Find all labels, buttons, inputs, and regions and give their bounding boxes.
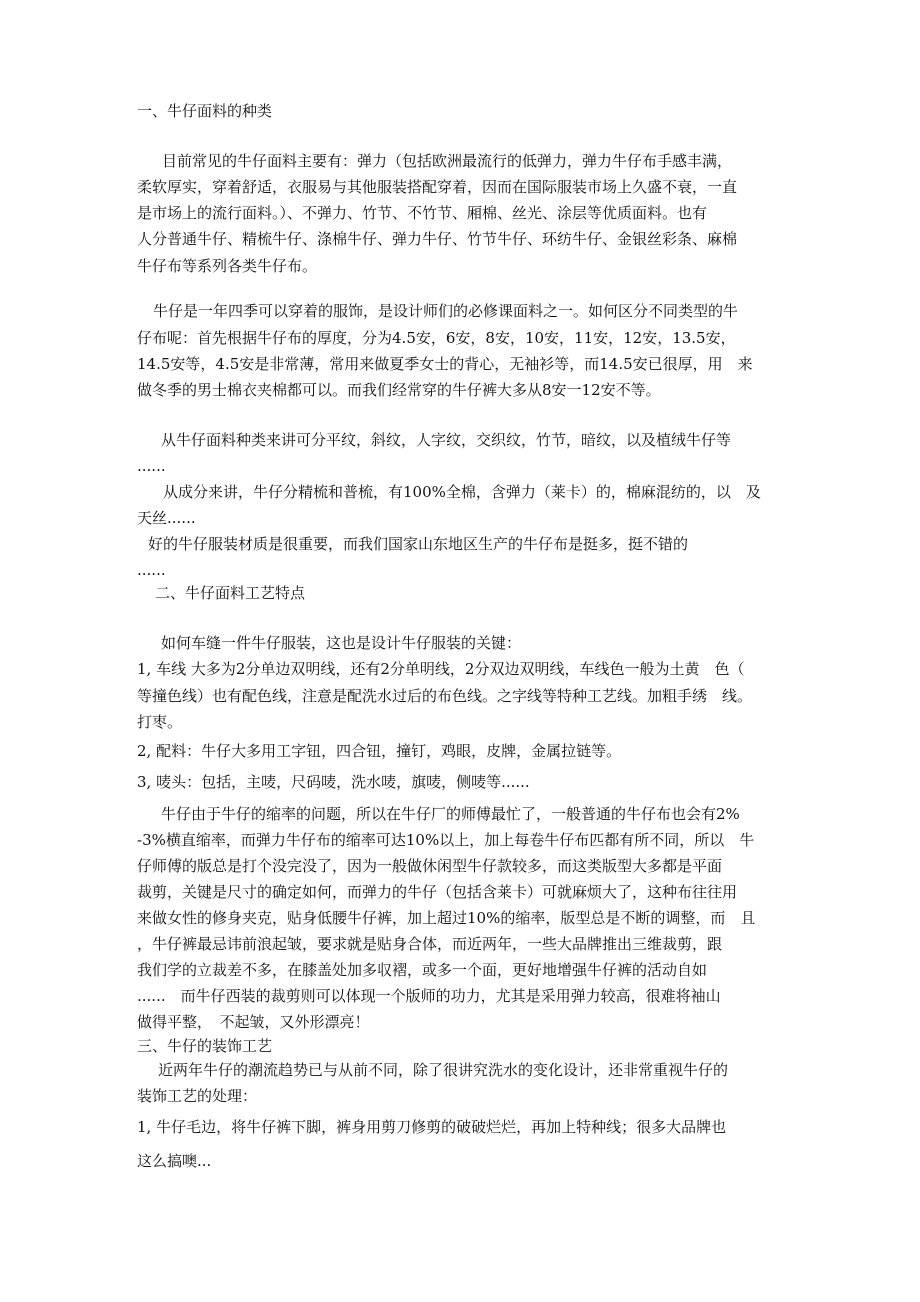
section-1-paragraph-3-line-1: 从牛仔面料种类来讲可分平纹，斜纹，人字纹，交织纹，竹节，暗纹，以及植绒牛仔等 xyxy=(161,431,732,449)
section-2-item-1-line-2: 等撞色线）也有配色线，注意是配洗水过后的布色线。之字线等特种工艺线。加粗手绣 线。 xyxy=(137,687,753,705)
section-2-paragraph-line-3: 仔师傅的版总是打个没完没了，因为一般做休闲型牛仔款较多，而这类版型大多都是平面 xyxy=(137,857,723,875)
section-1-paragraph-2-line-2: 仔布呢：首先根据牛仔布的厚度，分为4.5安，6安，8安，10安，11安，12安，13.5安， xyxy=(137,329,736,347)
section-2-paragraph-line-2: -3%横直缩率，而弹力牛仔布的缩率可达10%以上，加上每卷牛仔布匹都有所不同，所以 牛 xyxy=(137,831,755,849)
section-3-item-1-line-2: 这么搞噢... xyxy=(137,1152,212,1170)
section-2-item-1-line-3: 打枣。 xyxy=(137,713,183,731)
section-2-paragraph-line-7: 我们学的立裁差不多，在膝盖处加多収褶，或多一个面，更好地增强牛仔裤的活动自如 xyxy=(137,961,708,979)
section-3-paragraph-line-2: 装饰工艺的处理： xyxy=(137,1087,258,1105)
section-1-paragraph-1-line-2: 柔软厚实，穿着舒适，衣服易与其他服装搭配穿着，因而在国际服装市场上久盛不衰，一直 xyxy=(137,178,738,196)
section-1-paragraph-1-line-3: 是市场上的流行面料。）、不弹力、竹节、不竹节、厢棉、丝光、涂层等优质面料。也有 xyxy=(137,204,708,222)
section-1-paragraph-2-line-1: 牛仔是一年四季可以穿着的服饰，是设计师们的必修课面料之一。如何区分不同类型的牛 xyxy=(153,302,739,320)
section-2-paragraph-line-5: 来做女性的修身夹克，贴身低腰牛仔裤，加上超过10%的缩率，版型总是不断的调整，而 且 xyxy=(137,909,756,927)
section-1-heading: 一、牛仔面料的种类 xyxy=(137,102,273,120)
section-2-heading: 二、牛仔面料工艺特点 xyxy=(155,584,306,602)
section-2-item-1-line-1: 1, 车线 大多为2分单边双明线，还有2分单明线，2分双边双明线，车线色一般为土黄 色（ xyxy=(137,660,745,678)
section-1-paragraph-1-line-5: 牛仔布等系列各类牛仔布。 xyxy=(137,257,318,275)
section-2-intro: 如何车缝一件牛仔服装，这也是设计牛仔服装的关键： xyxy=(161,634,522,652)
section-1-paragraph-4-line-2: 天丝...... xyxy=(137,509,196,527)
section-1-paragraph-3-line-2: ...... xyxy=(137,457,166,475)
section-1-paragraph-4-line-1: 从成分来讲，牛仔分精梳和普梳，有100%全棉，含弹力（莱卡）的，棉麻混纺的，以 及 xyxy=(163,483,761,501)
section-1-paragraph-5-line-2: ...... xyxy=(137,561,166,579)
section-2-item-2: 2, 配料：牛仔大多用工字钮，四合钮，撞钉，鸡眼，皮牌，金属拉链等。 xyxy=(137,742,622,760)
section-3-paragraph-line-1: 近两年牛仔的潮流趋势已与从前不同，除了很讲究洗水的变化设计，还非常重视牛仔的 xyxy=(158,1061,729,1079)
section-1-paragraph-1-line-4: 人分普通牛仔、精梳牛仔、涤棉牛仔、弹力牛仔、竹节牛仔、环纺牛仔、金银丝彩条、麻棉 xyxy=(137,230,738,248)
section-2-item-3: 3, 唛头：包括，主唛，尺码唛，洗水唛，旗唛，侧唛等...... xyxy=(137,773,530,791)
section-2-paragraph-line-6: ，牛仔裤最忌讳前浪起皱，要求就是贴身合体，而近两年，一些大品牌推出三维裁剪，跟 xyxy=(137,935,723,953)
section-2-paragraph-line-4: 裁剪，关键是尺寸的确定如何，而弹力的牛仔（包括含莱卡）可就麻烦大了，这种布往往用 xyxy=(137,883,738,901)
section-1-paragraph-2-line-3: 14.5安等，4.5安是非常薄，常用来做夏季女士的背心，无袖衫等，而14.5安已很厚，用 来 xyxy=(137,355,753,373)
section-2-paragraph-line-8: ...... 而牛仔西装的裁剪则可以体现一个版师的功力，尤其是采用弹力较高，很难将袖山 xyxy=(137,987,721,1005)
section-1-paragraph-2-line-4: 做冬季的男士棉衣夹棉都可以。而我们经常穿的牛仔裤大多从8安一12安不等。 xyxy=(137,381,661,399)
section-3-item-1-line-1: 1, 牛仔毛边，将牛仔裤下脚，裤身用剪刀修剪的破破烂烂，再加上特种线；很多大品牌也 xyxy=(137,1118,727,1136)
section-1-paragraph-5-line-1: 好的牛仔服装材质是很重要，而我们国家山东地区生产的牛仔布是挺多，挺不错的 xyxy=(148,535,689,553)
section-1-paragraph-1-line-1: 目前常见的牛仔面料主要有：弹力（包括欧洲最流行的低弹力，弹力牛仔布手感丰满， xyxy=(162,152,733,170)
section-2-paragraph-line-1: 牛仔由于牛仔的缩率的问题，所以在牛仔厂的师傅最忙了，一般普通的牛仔布也会有2% xyxy=(161,805,740,823)
section-3-heading: 三、牛仔的装饰工艺 xyxy=(137,1037,273,1055)
section-2-paragraph-line-9: 做得平整， 不起皱，又外形漂亮！ xyxy=(137,1013,370,1031)
